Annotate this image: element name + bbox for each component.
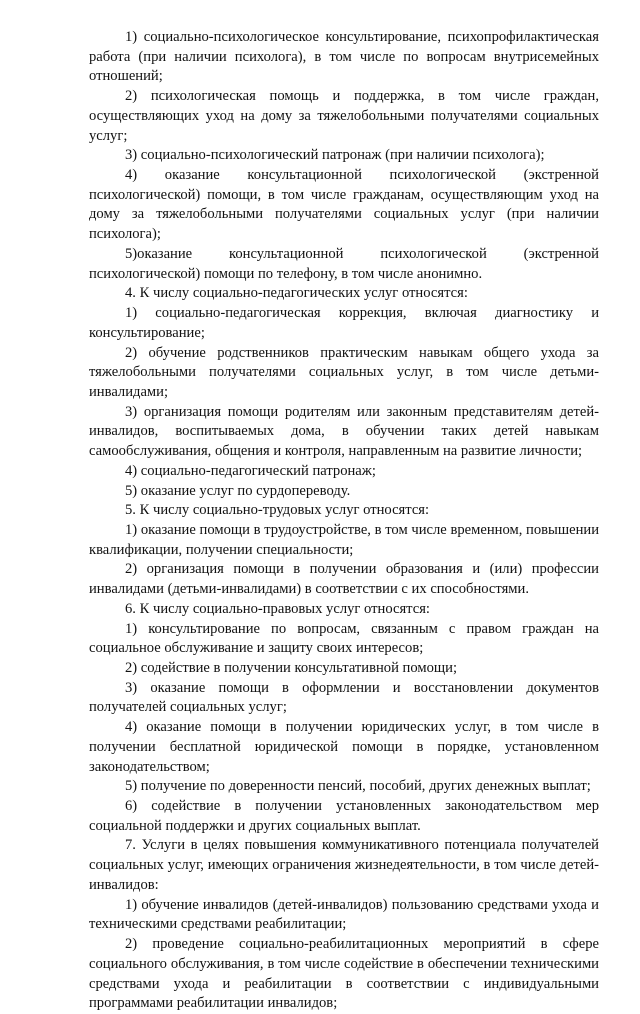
paragraph-ped-5: 5) оказание услуг по сурдопереводу. [125, 482, 351, 499]
paragraph-labor-2: 2) организация помощи в получении образования и (или) профессии инвалидами (детьми-инвалидами) в соответствии с их способностями. [89, 561, 599, 598]
section-7-heading: 7. Услуги в целях повышения коммуникативного потенциала получателей социальных услуг, имеющих ограничения жизнедеятельности, в том числе детей-инвалидов: [89, 837, 599, 893]
paragraph-labor-1: 1) оказание помощи в трудоустройстве, в том числе временном, повышении квалификации, получении специальности; [89, 521, 599, 558]
paragraph-ped-2: 2) обучение родственников практическим навыкам общего ухода за тяжелобольными получателями социальных услуг, в том числе детьми-инвалидами; [89, 344, 599, 400]
paragraph-comm-1: 1) обучение инвалидов (детей-инвалидов) пользованию средствами ухода и техническими средствами реабилитации; [89, 896, 599, 933]
paragraph-legal-2: 2) содействие в получении консультативной помощи; [125, 660, 458, 676]
paragraph-ped-3: 3) организация помощи родителям или законным представителям детей-инвалидов, воспитываемых дома, в обучении таких детей навыкам самообслуживания, общения и контроля, направленным на развитие личности; [89, 403, 599, 460]
paragraph-legal-3: 3) оказание помощи в оформлении и восстановлении документов получателей социальных услуг; [89, 679, 599, 716]
paragraph-legal-4: 4) оказание помощи в получении юридических услуг, в том числе в получении бесплатной юридической помощи в порядке, установленном законодательством; [89, 719, 599, 775]
section-4-heading: 4. К числу социально-педагогических услуг относятся: [125, 285, 468, 302]
paragraph-legal-5: 5) получение по доверенности пенсий, пособий, других денежных выплат; [125, 778, 591, 795]
paragraph-ped-4: 4) социально-педагогический патронаж; [125, 462, 376, 479]
paragraph-psych-4: 4) оказание консультационной психологической (экстренной психологической) помощи, в том числе гражданам, осуществляющим уход на дому за тяжелобольными получателями социальных услуг (при наличии психолога); [89, 167, 599, 243]
paragraph-psych-5: 5)оказание консультационной психологической (экстренной психологической) помощи по телефону, в том числе анонимно. [89, 245, 599, 282]
paragraph-psych-2: 2) психологическая помощь и поддержка, в том числе граждан, осуществляющих уход на дому за тяжелобольными получателями социальных услуг; [89, 88, 599, 144]
section-6-heading: 6. К числу социально-правовых услуг относятся: [125, 600, 430, 617]
paragraph-psych-1: 1) социально-психологическое консультирование, психопрофилактическая работа (при наличии психолога), в том числе по вопросам внутрисемейных отношений; [89, 29, 599, 85]
paragraph-psych-3: 3) социально-психологический патронаж (при наличии психолога); [125, 147, 545, 164]
section-5-heading: 5. К числу социально-трудовых услуг относятся: [125, 502, 430, 519]
document-page [89, 28, 599, 1014]
paragraph-comm-2: 2) проведение социально-реабилитационных мероприятий в сфере социального обслуживания, в том числе содействие в обеспечении техническими средствами ухода и реабилитации в соответствии с индивидуальными программами реабилитации инвалидов; [89, 936, 599, 1012]
paragraph-ped-1: 1) социально-педагогическая коррекция, включая диагностику и консультирование; [89, 305, 599, 341]
paragraph-legal-1: 1) консультирование по вопросам, связанным с правом граждан на социальное обслуживание и защиту своих интересов; [89, 620, 599, 657]
paragraph-legal-6: 6) содействие в получении установленных законодательством мер социальной поддержки и других социальных выплат. [89, 798, 599, 834]
